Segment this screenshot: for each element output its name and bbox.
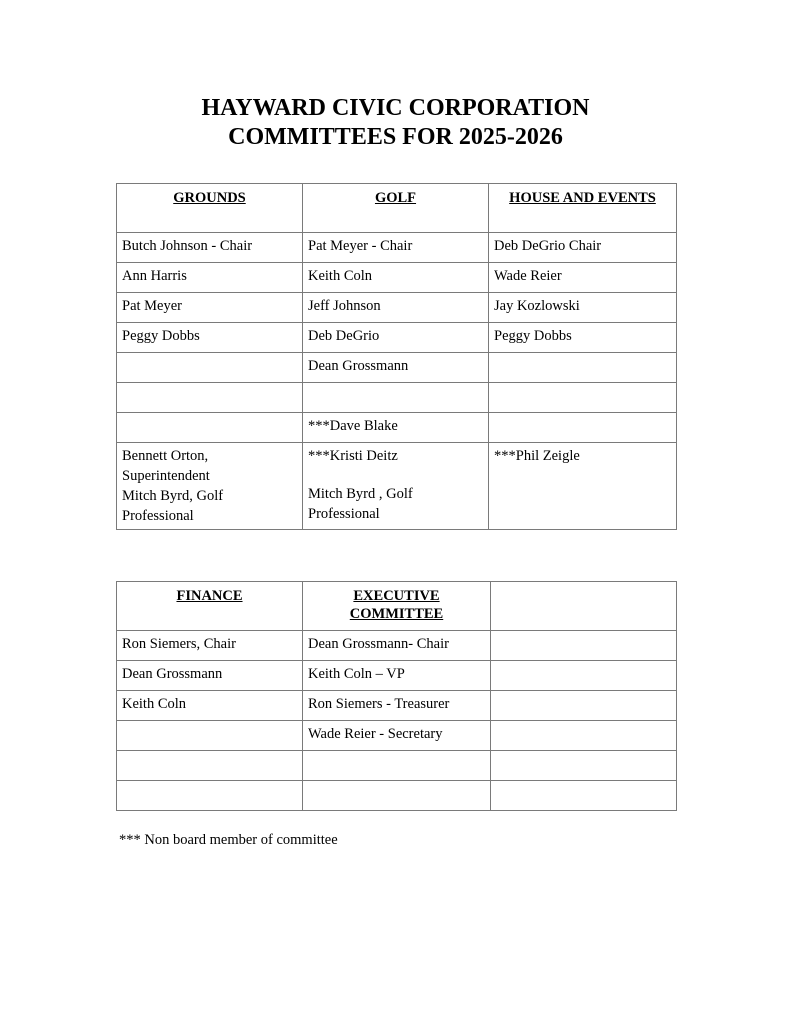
header-house-and-events: HOUSE AND EVENTS (489, 184, 677, 233)
header-finance: FINANCE (117, 582, 303, 631)
document-title-line-1: HAYWARD CIVIC CORPORATION (201, 95, 590, 121)
table-cell: Wade Reier - Secretary (303, 721, 491, 751)
table-cell: Jeff Johnson (303, 293, 489, 323)
table-cell: Ron Siemers - Treasurer (303, 691, 491, 721)
header-empty (491, 582, 677, 631)
table-cell (491, 751, 677, 781)
table-row (117, 323, 677, 353)
table-cell (491, 691, 677, 721)
table-cell (491, 781, 677, 811)
table-cell: Pat Meyer - Chair (303, 233, 489, 263)
table-cell: Ann Harris (117, 263, 303, 293)
table-cell (303, 751, 491, 781)
table-cell: Deb DeGrio (303, 323, 489, 353)
table-cell (489, 383, 677, 413)
table-cell (117, 751, 303, 781)
table-cell: Peggy Dobbs (489, 323, 677, 353)
table-cell: Dean Grossmann (303, 353, 489, 383)
cell-line: Bennett Orton, (122, 448, 209, 464)
table-cell (303, 383, 489, 413)
document-title-line-2: COMMITTEES FOR 2025-2026 (228, 124, 563, 150)
table-cell: Dean Grossmann (117, 661, 303, 691)
table-cell (491, 661, 677, 691)
table-header-row (117, 184, 677, 233)
header-grounds: GROUNDS (117, 184, 303, 233)
table-row (117, 353, 677, 383)
table-cell: Jay Kozlowski (489, 293, 677, 323)
table-row (117, 443, 677, 530)
table-row (117, 631, 677, 661)
table-cell: Peggy Dobbs (117, 323, 303, 353)
committees-table-1 (116, 183, 677, 530)
cell-line: Professional (122, 508, 194, 524)
table-cell: Butch Johnson - Chair (117, 233, 303, 263)
table-row (117, 293, 677, 323)
table-cell (117, 413, 303, 443)
committees-table-2 (116, 581, 677, 811)
cell-line: Superintendent (122, 468, 210, 484)
table-cell (491, 631, 677, 661)
table-cell: Keith Coln (303, 263, 489, 293)
cell-line: Professional (308, 506, 380, 522)
table-row (117, 233, 677, 263)
table-row (117, 781, 677, 811)
table-row (117, 721, 677, 751)
table-cell (117, 721, 303, 751)
table-cell (117, 383, 303, 413)
table-cell: Keith Coln – VP (303, 661, 491, 691)
table-cell (491, 721, 677, 751)
table-cell (489, 353, 677, 383)
cell-line: Mitch Byrd, Golf (122, 488, 224, 504)
table-cell: Deb DeGrio Chair (489, 233, 677, 263)
table-cell: ***Dave Blake (303, 413, 489, 443)
table-row (117, 691, 677, 721)
table-cell (117, 353, 303, 383)
table-row (117, 263, 677, 293)
house-staff-cell (489, 443, 677, 530)
table-cell: Pat Meyer (117, 293, 303, 323)
table-row (117, 661, 677, 691)
cell-line: Mitch Byrd , Golf (308, 486, 413, 502)
table-cell (489, 413, 677, 443)
table-row (117, 383, 677, 413)
table-cell: Wade Reier (489, 263, 677, 293)
table-cell (117, 781, 303, 811)
table-cell (303, 781, 491, 811)
table-row (117, 413, 677, 443)
table-cell: Keith Coln (117, 691, 303, 721)
grounds-staff-cell (117, 443, 303, 530)
header-golf: GOLF (303, 184, 489, 233)
golf-staff-cell (303, 443, 489, 530)
footnote: *** Non board member of committee (119, 832, 338, 848)
cell-line: ***Phil Zeigle (494, 448, 580, 464)
table-cell: Ron Siemers, Chair (117, 631, 303, 661)
table-row (117, 751, 677, 781)
cell-line: ***Kristi Deitz (308, 448, 398, 464)
table-header-row (117, 582, 677, 631)
table-cell: Dean Grossmann- Chair (303, 631, 491, 661)
header-executive-committee: EXECUTIVE COMMITTEE (303, 582, 491, 631)
